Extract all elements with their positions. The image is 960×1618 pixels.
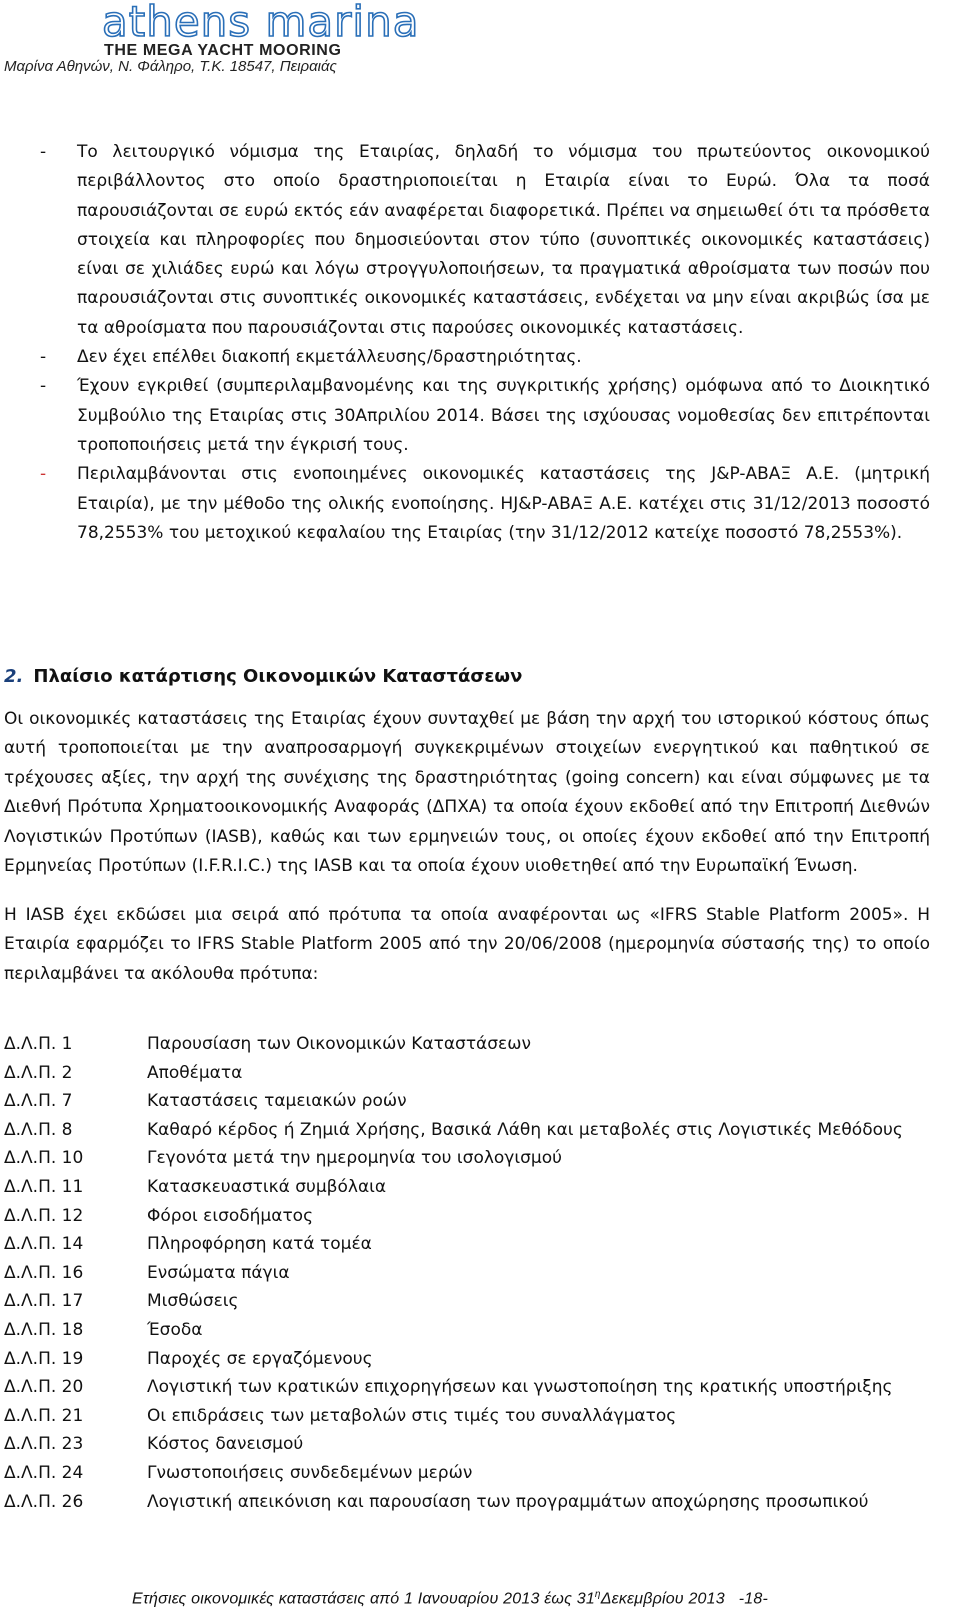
standard-title: Έσοδα [147,1319,203,1340]
standard-title: Ενσώματα πάγια [147,1262,290,1283]
standard-title: Αποθέματα [147,1062,243,1083]
standard-row [4,1373,944,1402]
bullet-list [40,138,930,548]
standard-code: Δ.Λ.Π. 24 [4,1462,84,1483]
bullet-item [40,138,930,343]
standard-title: Λογιστική των κρατικών επιχορηγήσεων και γνωστοποίηση της κρατικής υποστήριξης [147,1377,893,1398]
paragraph-ifrs-platform: Η IASB έχει εκδώσει μια σειρά από πρότυπα τα οποία αναφέρονται ως «IFRS Stable Platform 2005». Η Εταιρία εφαρμόζει το IFRS Stable Platform 2005 από την 20/06/2008 (ημερομηνία σύστασής της) το οποίο περιλαμβάνει τα ακόλουθα πρότυπα: [4,905,930,984]
bullet-text: Περιλαμβάνονται στις ενοποιημένες οικονομικές καταστάσεις της J&P-ΑΒΑΞ Α.Ε. (μητρική Εταιρία), με την μέθοδο της ολικής ενοποίησης. ΗJ&P-ΑΒΑΞ Α.Ε. κατέχει στις 31/12/2013 ποσοστό 78,2553% του μετοχικού κεφαλαίου της Εταιρίας (την 31/12/2012 κατείχε ποσοστό 78,2553%). [77,464,930,543]
standard-code: Δ.Λ.Π. 18 [4,1319,84,1340]
paragraph-basis: Οι οικονομικές καταστάσεις της Εταιρίας έχουν συνταχθεί με βάση την αρχή του ιστορικού κόστους όπως αυτή τροποποιείται με την αναπροσαρμογή συγκεκριμένων στοιχείων ενεργητικού και παθητικού σε τρέχουσες αξίες, την αρχή της συνέχισης της δραστηριότητας (going concern) και είναι σύμφωνες με τα Διεθνή Πρότυπα Χρηματοοικονομικής Αναφοράς (ΔΠΧΑ) τα οποία έχουν εκδοθεί από την Επιτροπή Διεθνών Λογιστικών Προτύπων (IASB), καθώς και των ερμηνειών τους, οι οποίες έχουν εκδοθεί από την Επιτροπή Ερμηνείας Προτύπων (I.F.R.I.C.) της IASB και τα οποία έχουν υιοθετηθεί από την Ευρωπαϊκή Ένωση. [4,709,930,877]
standard-code: Δ.Λ.Π. 8 [4,1119,73,1140]
standard-code: Δ.Λ.Π. 12 [4,1205,84,1226]
standard-code: Δ.Λ.Π. 11 [4,1176,84,1197]
standard-title: Γνωστοποιήσεις συνδεδεμένων μερών [147,1462,473,1483]
page-footer [132,1589,768,1608]
standard-code: Δ.Λ.Π. 14 [4,1234,84,1255]
standard-title: Παρουσίαση των Οικονομικών Καταστάσεων [147,1034,531,1054]
standard-title: Φόροι εισοδήματος [147,1205,314,1226]
bullet-item [40,372,930,460]
standard-row [4,1459,944,1488]
section-number: 2. [4,666,24,687]
standard-code: Δ.Λ.Π. 20 [4,1377,84,1398]
bullet-text: Δεν έχει επέλθει διακοπή εκμετάλλευσης/δραστηριότητας. [77,347,582,368]
standard-row [4,1402,944,1431]
bullet-text: Έχουν εγκριθεί (συμπεριλαμβανομένης και της συγκριτικής χρήσης) ομόφωνα από το Διοικητικό Συμβούλιο της Εταιρίας στις 30Απριλίου 2014. Βάσει της ισχύουσας νομοθεσίας δεν επιτρέπονται τροποποιήσεις μετά την έγκρισή τους. [77,376,930,455]
standard-row [4,1030,944,1059]
standard-code: Δ.Λ.Π. 19 [4,1348,84,1369]
footer-text: Ετήσιες οικονομικές καταστάσεις από 1 Ιανουαρίου 2013 έως 31 [132,1590,595,1608]
standard-title: Πληροφόρηση κατά τομέα [147,1234,372,1255]
standard-code: Δ.Λ.Π. 23 [4,1434,84,1455]
bullet-dash: - [40,464,47,485]
standard-row [4,1345,944,1374]
standard-code: Δ.Λ.Π. 26 [4,1491,84,1512]
bullet-item [40,343,930,372]
section-heading [4,666,522,687]
standard-code: Δ.Λ.Π. 21 [4,1405,84,1426]
standard-code: Δ.Λ.Π. 1 [4,1034,73,1054]
bullet-dash: - [40,347,47,368]
standard-code: Δ.Λ.Π. 2 [4,1062,73,1083]
standard-row [4,1430,944,1459]
standard-row [4,1173,944,1202]
athens-marina-logo [100,0,430,62]
section-title: Πλαίσιο κατάρτισης Οικονομικών Καταστάσεων [33,666,523,687]
company-address: Μαρίνα Αθηνών, Ν. Φάληρο, Τ.Κ. 18547, Πειραιάς [4,58,337,75]
logo-wordmark: athens marina [102,0,420,46]
standard-code: Δ.Λ.Π. 10 [4,1148,84,1169]
standard-row [4,1116,944,1145]
footer-superscript: η [594,1589,601,1600]
page-number: -18- [738,1590,769,1608]
standard-code: Δ.Λ.Π. 17 [4,1291,84,1312]
standard-title: Λογιστική απεικόνιση και παρουσίαση των προγραμμάτων αποχώρησης προσωπικού [147,1491,869,1512]
bullet-dash: - [40,376,47,397]
standard-title: Κόστος δανεισμού [147,1434,304,1455]
footer-text-end: Δεκεμβρίου 2013 [600,1590,725,1608]
standard-row [4,1259,944,1288]
standard-title: Καταστάσεις ταμειακών ροών [147,1091,407,1112]
standard-title: Κατασκευαστικά συμβόλαια [147,1176,387,1197]
standard-row [4,1059,944,1088]
bullet-item [40,460,930,548]
standard-row [4,1144,944,1173]
standard-row [4,1230,944,1259]
standard-title: Παροχές σε εργαζόμενους [147,1348,373,1369]
standard-row [4,1202,944,1231]
standard-row [4,1488,944,1517]
standard-row [4,1087,944,1116]
standard-title: Οι επιδράσεις των μεταβολών στις τιμές του συναλλάγματος [147,1405,677,1426]
standard-code: Δ.Λ.Π. 7 [4,1091,73,1112]
bullet-text: Το λειτουργικό νόμισμα της Εταιρίας, δηλαδή το νόμισμα του πρωτεύοντος οικονομικού περιβάλλοντος στο οποίο δραστηριοποιείται η Εταιρία είναι το Ευρώ. Όλα τα ποσά παρουσιάζονται σε ευρώ εκτός εάν αναφέρεται διαφορετικά. Πρέπει να σημειωθεί ότι τα πρόσθετα στοιχεία και πληροφορίες που δημοσιεύονται στον τύπο (συνοπτικές οικονομικές καταστάσεις) είναι σε χιλιάδες ευρώ και λόγω στρογγυλοποιήσεων, τα πραγματικά αθροίσματα των ποσών που παρουσιάζονται στις συνοπτικές οικονομικές καταστάσεις, ενδέχεται να μην είναι ακριβώς ίσα με τα αθροίσματα που παρουσιάζονται στις παρούσες οικονομικές καταστάσεις. [77,142,930,338]
standard-row [4,1316,944,1345]
logo-tagline: THE MEGA YACHT MOORING [104,42,342,59]
bullet-dash: - [40,142,47,162]
standard-title: Μισθώσεις [147,1291,239,1312]
standards-list [4,1030,944,1516]
standard-title: Καθαρό κέρδος ή Ζημιά Χρήσης, Βασικά Λάθη και μεταβολές στις Λογιστικές Μεθόδους [147,1119,903,1140]
standard-title: Γεγονότα μετά την ημερομηνία του ισολογισμού [147,1148,562,1169]
standard-row [4,1287,944,1316]
standard-code: Δ.Λ.Π. 16 [4,1262,84,1283]
